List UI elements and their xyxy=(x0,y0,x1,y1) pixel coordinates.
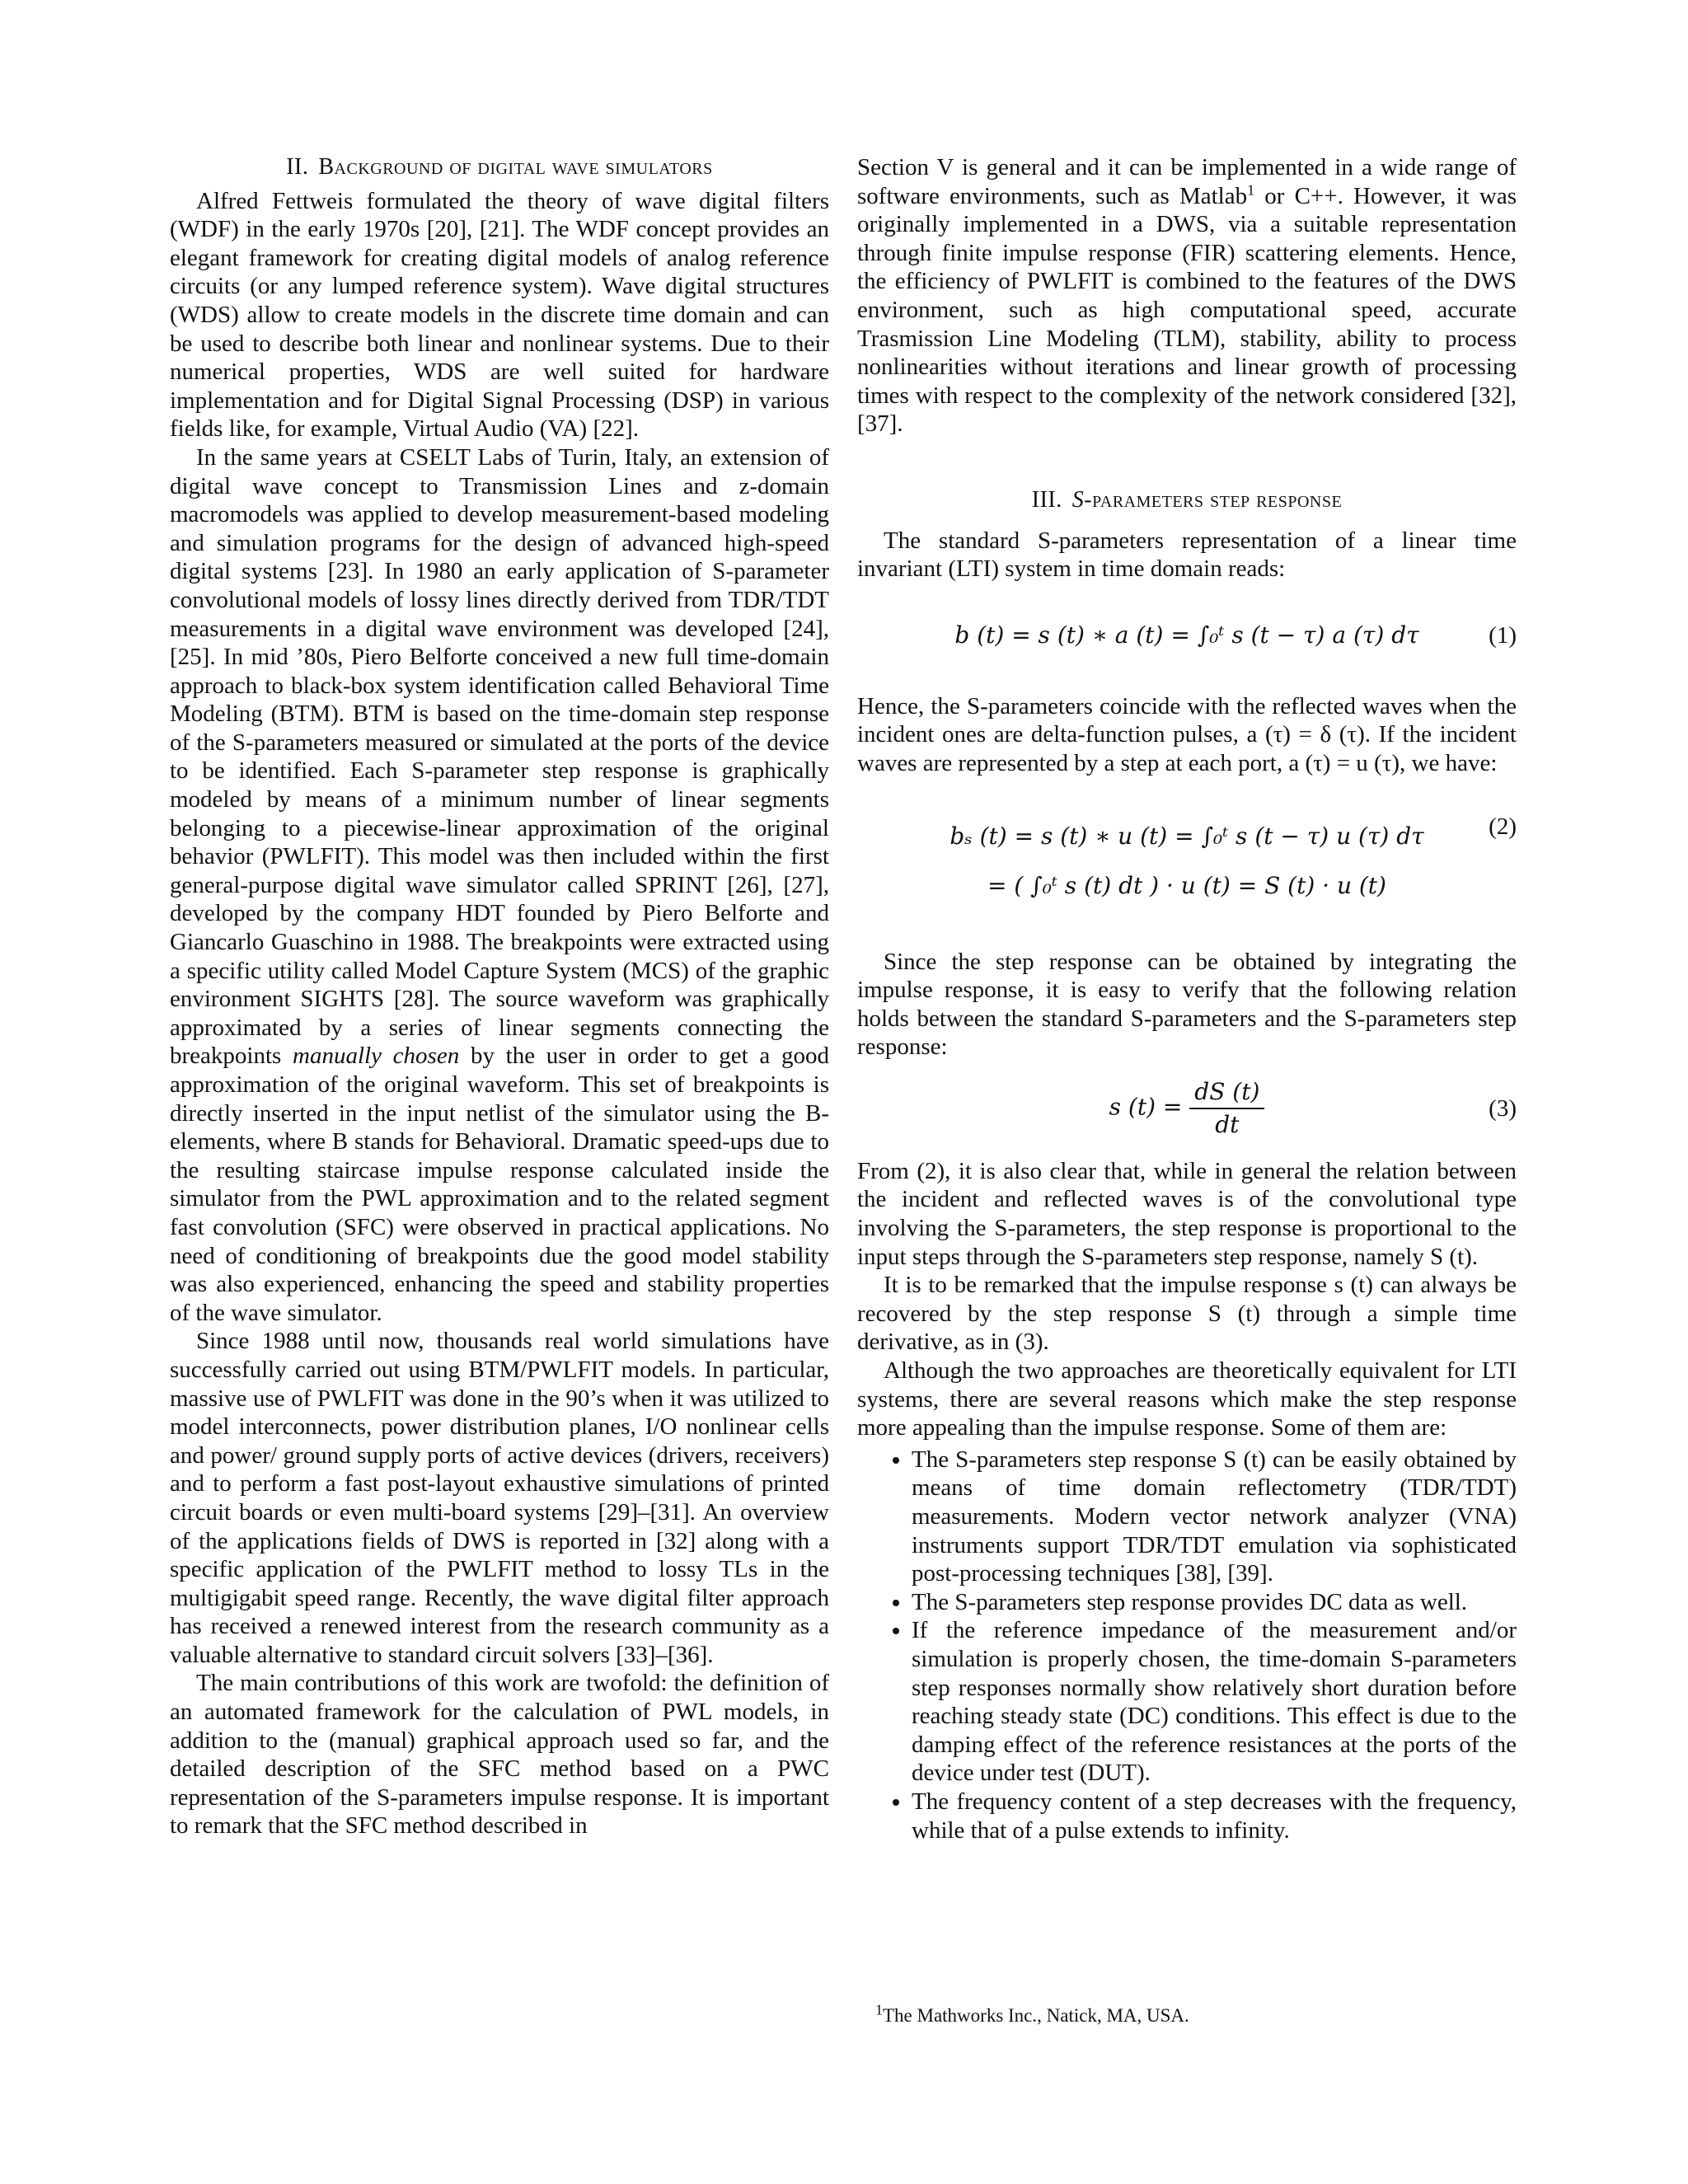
manually-chosen-emphasis: manually chosen xyxy=(293,1043,460,1070)
equation-2-body xyxy=(950,812,1423,911)
equation-3-numerator: dS (t) xyxy=(1189,1076,1264,1109)
equation-1-number: (1) xyxy=(1489,622,1517,649)
paragraph-cselt xyxy=(170,443,829,1327)
paragraph-integrating: Since the step response can be obtained by integrating the impulse response, it is easy to verify that the following relation holds between the standard S-parameters and the S-parameters step response: xyxy=(857,948,1517,1061)
section-title: Background of digital wave simulators xyxy=(318,154,713,180)
section-title: -parameters step response xyxy=(1084,486,1343,513)
paragraph-cselt-text-b: by the user in order to get a good approximation of the original waveform. This set of breakpoints is directly inserted in the input netlist of the simulator using the B-elements, where B stands for Behavioral. Dramatic speed-ups due to the resulting staircase impulse response calculated inside the simulator from the PWL approximation and to the related segment fast convolution (SFC) were observed in practical applications. No need of conditioning of breakpoints due the good model stability was also experienced, enhancing the speed and stability properties of the wave simulator. xyxy=(170,1043,830,1326)
equation-2 xyxy=(857,790,1517,933)
footnote-marker: 1 xyxy=(1247,180,1255,198)
equation-1 xyxy=(857,598,1517,674)
reasons-list xyxy=(857,1446,1517,1844)
list-item: • The S-parameters step response provides DC data as well. xyxy=(912,1588,1517,1617)
paragraph-from-2: From (2), it is also clear that, while in general the relation between the incident and reflected waves is of the convolutional type involving the S-parameters, the step response is proportional to the input steps through the S-parameters step response, namely S (t). xyxy=(857,1157,1517,1270)
right-column xyxy=(857,153,1517,1844)
paragraph-wdf: Alfred Fettweis formulated the theory of wave digital filters (WDF) in the early 1970s [20], [21]. The WDF concept provides an elegant framework for creating digital models of analog reference circuits (or any lumped reference system). Wave digital structures (WDS) allow to create models in the discrete time domain and can be used to describe both linear and nonlinear systems. Due to their numerical properties, WDS are well suited for hardware implementation and for Digital Signal Processing (DSP) in various fields like, for example, Virtual Audio (VA) [22]. xyxy=(170,187,829,443)
footnote-text: The Mathworks Inc., Natick, MA, USA. xyxy=(883,2005,1189,2026)
section-number: II. xyxy=(286,154,309,180)
equation-3-body xyxy=(1109,1076,1265,1141)
section-symbol: S xyxy=(1071,486,1085,513)
footnote xyxy=(875,2001,1189,2027)
equation-3 xyxy=(857,1078,1517,1139)
equation-2-line-1: bₛ (t) = s (t) ∗ u (t) = ∫₀ᵗ s (t − τ) u (τ) dτ xyxy=(950,822,1424,850)
equation-2-number: (2) xyxy=(1489,813,1517,840)
section-heading-ii xyxy=(170,153,829,182)
paragraph-standard-s: The standard S-parameters representation of a linear time invariant (LTI) system in time domain reads: xyxy=(857,527,1517,583)
list-item: • If the reference impedance of the measurement and/or simulation is properly chosen, the time-domain S-parameters step responses normally show relatively short duration before reaching steady state (DC) conditions. This effect is due to the damping effect of the reference resistances at the ports of the device under test (DUT). xyxy=(912,1616,1517,1788)
paragraph-since-1988: Since 1988 until now, thousands real world simulations have successfully carried out using BTM/PWLFIT models. In particular, massive use of PWLFIT was done in the 90’s when it was utilized to model interconnects, power distribution planes, I/O nonlinear cells and power/ ground supply ports of active devices (drivers, receivers) and to perform a fast post-layout exhaustive simulations of printed circuit boards or even multi-board systems [29]–[31]. An overview of the applications fields of DWS is reported in [32] along with a specific application of the PWLFIT method to lossy TLs in the multigigabit speed range. Recently, the wave digital filter approach has received a renewed interest from the research community as a valuable alternative to standard circuit solvers [33]–[36]. xyxy=(170,1328,829,1668)
paragraph-remark: It is to be remarked that the impulse response s (t) can always be recovered by the step response S (t) through a simple time derivative, as in (3). xyxy=(857,1272,1517,1356)
section-number: III. xyxy=(1031,486,1062,513)
paragraph-cselt-text-a: In the same years at CSELT Labs of Turin, Italy, an extension of digital wave concept to Transmission Lines and z-domain macromodels was applied to develop measurement-based modeling and simulation programs for the design of advanced high-speed digital systems [23]. In 1980 an early application of S-parameter convolutional models of lossy lines directly derived from TDR/TDT measurements in a digital wave environment was developed [24], [25]. In mid ’80s, Piero Belforte conceived a new full time-domain approach to black-box system identification called Behavioral Time Modeling (BTM). BTM is based on the time-domain step response of the S-parameters measured or simulated at the ports of the device to be identified. Each S-parameter step response is graphically modeled by means of a minimum number of linear segments belonging to a piecewise-linear approximation of the original behavior (PWLFIT). This model was then included within the first general-purpose digital wave simulator called SPRINT [26], [27], developed by the company HDT founded by Piero Belforte and Giancarlo Guaschino in 1988. The breakpoints were extracted using a specific utility called Model Capture System (MCS) of the graphic environment SIGHTS [28]. The source waveform was graphically approximated by a series of linear segments connecting the breakpoints xyxy=(170,443,829,1070)
footnote-number: 1 xyxy=(875,2001,883,2018)
equation-3-denominator: dt xyxy=(1215,1110,1240,1138)
section-heading-iii xyxy=(857,486,1517,515)
list-item: • The frequency content of a step decreases with the frequency, while that of a pulse extends to infinity. xyxy=(912,1788,1517,1844)
continuation-text-a: Section V is general and it can be implemented in a wide range of software environments, such as Matlab xyxy=(857,154,1517,209)
equation-2-line-2: = ( ∫₀ᵗ s (t) dt ) · u (t) = S (t) · u (t) xyxy=(987,871,1386,899)
equation-3-number: (3) xyxy=(1489,1094,1517,1122)
paragraph-although: Although the two approaches are theoretically equivalent for LTI systems, there are several reasons which make the step response more appealing than the impulse response. Some of them are: xyxy=(857,1357,1517,1441)
equation-3-fraction xyxy=(1189,1076,1264,1141)
equation-1-body: b (t) = s (t) ∗ a (t) = ∫₀ᵗ s (t − τ) a (τ) dτ xyxy=(954,621,1419,649)
paragraph-contributions: The main contributions of this work are twofold: the definition of an automated framework for the calculation of PWL models, in addition to the (manual) graphical approach used so far, and the detailed description of the SFC method based on a PWC representation of the S-parameters impulse response. It is important to remark that the SFC method described in xyxy=(170,1670,829,1840)
left-column xyxy=(170,153,829,1840)
continuation-text-b: or C++. However, it was originally implemented in a DWS, via a suitable representation through finite impulse response (FIR) scattering elements. Hence, the efficiency of PWLFIT is combined to the features of the DWS environment, such as high computational speed, accurate Trasmission Line Modeling (TLM), stability, ability to process nonlinearities without iterations and linear growth of processing times with respect to the complexity of the network considered [32], [37]. xyxy=(857,182,1517,438)
paragraph-continuation xyxy=(857,153,1517,438)
list-item: • The S-parameters step response S (t) can be easily obtained by means of time domain reflectometry (TDR/TDT) measurements. Modern vector network analyzer (VNA) instruments support TDR/TDT emulation via sophisticated post-processing techniques [38], [39]. xyxy=(912,1446,1517,1588)
equation-3-lhs: s (t) = xyxy=(1109,1093,1183,1121)
paragraph-hence: Hence, the S-parameters coincide with the reflected waves when the incident ones are delta-function pulses, a (τ) = δ (τ). If the incident waves are represented by a step at each port, a (τ) = u (τ), we have: xyxy=(857,692,1517,776)
